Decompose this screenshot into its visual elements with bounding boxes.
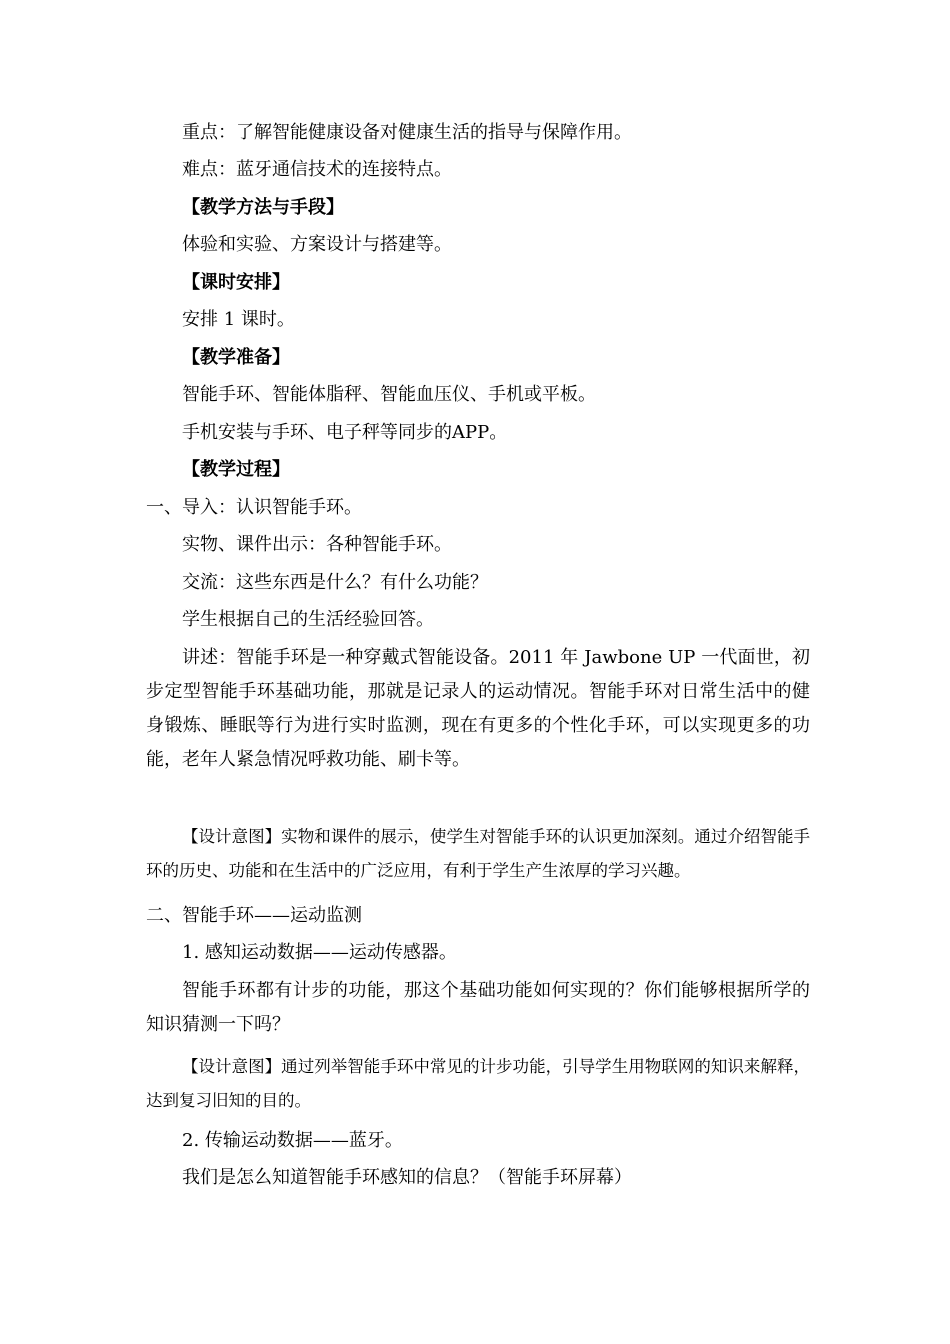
- design-intent-text: 实物和课件的展示，使学生对智能手环的认识更加深刻。通过介绍智能手环的历史、功能和在生活中的广泛应用，有利于学生产生浓厚的学习兴趣。: [146, 827, 811, 880]
- design-intent-tag: 【设计意图】: [182, 1057, 282, 1076]
- section-1-title: 一、导入：认识智能手环。: [146, 497, 362, 518]
- section-1-design-intent: [146, 820, 810, 888]
- prep-line-1: 智能手环、智能体脂秤、智能血压仪、手机或平板。: [182, 384, 596, 405]
- section-2-question-1: 智能手环都有计步的功能，那这个基础功能如何实现的？你们能够根据所学的知识猜测一下吗？: [146, 980, 810, 1035]
- process-heading: 【教学过程】: [182, 459, 290, 480]
- section-1-lecture: 讲述：智能手环是一种穿戴式智能设备。2011 年 Jawbone UP 一代面世，初步定型智能手环基础功能，那就是记录人的运动情况。智能手环对日常生活中的健身锻炼、睡眠等行为进行实时监测，现在有更多的个性化手环，可以实现更多的功能，老年人紧急情况呼救功能、刷卡等。: [146, 647, 810, 770]
- design-intent-tag: 【设计意图】: [182, 827, 282, 846]
- schedule-text: 安排 1 课时。: [182, 309, 295, 330]
- difficult-point: 难点：蓝牙通信技术的连接特点。: [182, 159, 452, 180]
- method-heading: 【教学方法与手段】: [182, 197, 344, 218]
- prep-heading: 【教学准备】: [182, 347, 290, 368]
- key-point: 重点：了解智能健康设备对健康生活的指导与保障作用。: [182, 122, 632, 143]
- section-2-question-2: 我们是怎么知道智能手环感知的信息？（智能手环屏幕）: [182, 1167, 632, 1188]
- section-1-line-3: 学生根据自己的生活经验回答。: [182, 609, 434, 630]
- method-text: 体验和实验、方案设计与搭建等。: [182, 234, 452, 255]
- prep-line-2: 手机安装与手环、电子秤等同步的APP。: [182, 422, 508, 443]
- section-1-line-1: 实物、课件出示：各种智能手环。: [182, 534, 452, 555]
- section-2-title: 二、智能手环——运动监测: [146, 905, 362, 926]
- section-2-sub-2: 2. 传输运动数据——蓝牙。: [182, 1130, 403, 1151]
- section-2-design-intent: [146, 1050, 810, 1118]
- section-1-line-2: 交流：这些东西是什么？有什么功能？: [182, 572, 488, 593]
- design-intent-text: 通过列举智能手环中常见的计步功能，引导学生用物联网的知识来解释，达到复习旧知的目的。: [146, 1057, 811, 1110]
- section-2-sub-1: 1. 感知运动数据——运动传感器。: [182, 942, 457, 963]
- schedule-heading: 【课时安排】: [182, 272, 290, 293]
